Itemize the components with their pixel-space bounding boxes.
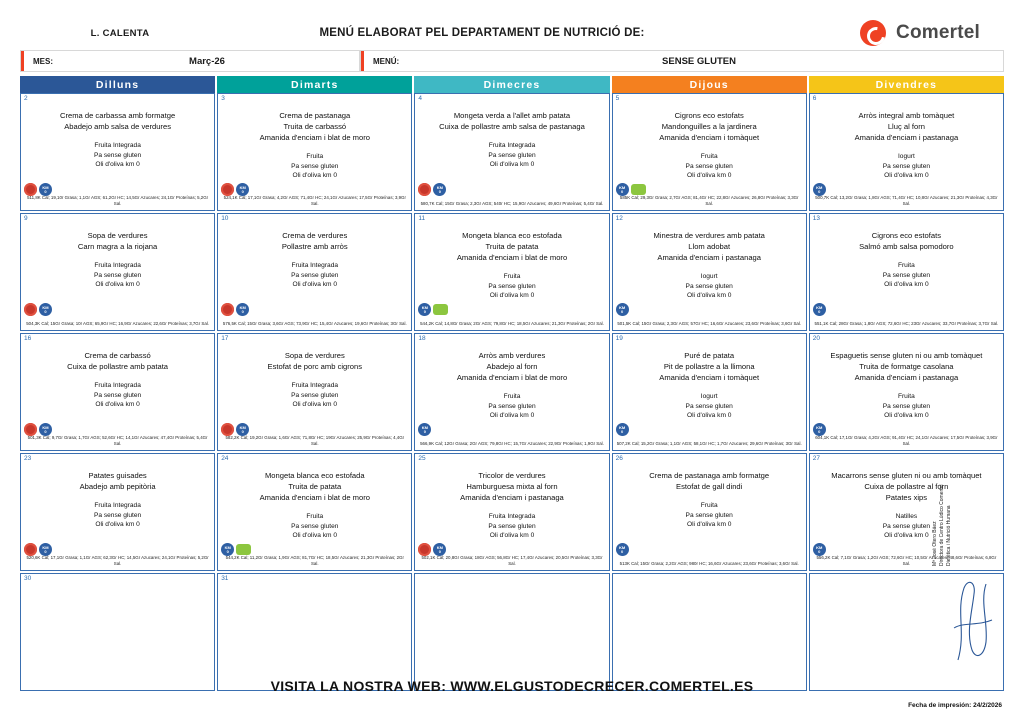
km0-badge-icon: KM 0 <box>418 303 431 316</box>
side-line: Oli d'oliva km 0 <box>489 532 535 539</box>
menu-day-cell <box>809 213 1004 331</box>
dish-line: Minestra de verdures amb patata <box>653 231 765 240</box>
side-line: Pa sense gluten <box>882 402 931 410</box>
side-line: Oli d'oliva km 0 <box>686 521 732 528</box>
km0-tomato-icon <box>221 303 234 316</box>
dish-line: Macarrons sense gluten ni ou amb tomàquet <box>831 471 982 480</box>
dish-list <box>814 470 999 503</box>
weekday-header-1: Dilluns <box>20 76 215 93</box>
info-bar <box>20 50 1004 72</box>
side-list <box>617 392 802 421</box>
side-line: Fruita <box>503 273 521 280</box>
nutrition-info: 544,2K Cal; 14,8Gr Grasa; 2Gr AGS; 79,8Gr HC; 18,5Gr Azucares; 21,3Gr Proteínas; 2Gr Sal. <box>420 321 604 326</box>
dish-line: Cuixa de pollastre al forn <box>864 482 949 491</box>
side-line: Oli d'oliva km 0 <box>686 292 732 299</box>
menu-day-cell <box>217 93 412 211</box>
day-number: 10 <box>221 215 229 222</box>
dish-list <box>419 350 604 383</box>
nutrition-info: 520,6K Cal; 17,1Gr Grasa; 1,1Gr AGS; 62,3Gr HC; 14,5Gr Azucares; 24,1Gr Proteínas; 5,2Gr Sal. <box>26 555 209 566</box>
dish-list <box>222 230 407 252</box>
day-number: 23 <box>24 455 32 462</box>
day-number: 24 <box>221 455 229 462</box>
dish-line: Truita de carbassó <box>283 122 347 131</box>
side-line: Pa sense gluten <box>882 522 931 530</box>
side-list <box>222 152 407 181</box>
dish-line: Amanida d'enciam i pastanaga <box>460 493 564 502</box>
month-field <box>20 50 360 72</box>
dish-line: Abadejo amb pepitòria <box>79 482 156 491</box>
km0-badge-icon: KM 0 <box>236 423 249 436</box>
km0-badge-icon: KM 0 <box>39 183 52 196</box>
day-number: 17 <box>221 335 229 342</box>
dish-line: Tricolor de verdures <box>478 471 546 480</box>
nutrition-info: 524,1K Cal; 17,1Gr Grasa; 4,2Gr AGS; 71,4Gr HC; 24,1Gr Azucares; 17,5Gr Proteínas; 3,9Gr Sal. <box>223 195 406 206</box>
page-title: MENÚ ELABORAT PEL DEPARTAMENT DE NUTRICIÓ DE: <box>319 27 645 39</box>
dish-line: Lluç al forn <box>887 122 925 131</box>
empty-day-cell <box>414 573 609 691</box>
calendar-grid <box>20 93 1004 691</box>
dish-list <box>419 470 604 503</box>
menu-day-cell <box>414 333 609 451</box>
km0-badge-icon: KM 0 <box>433 543 446 556</box>
dish-line: Estofat de porc amb cigrons <box>267 362 363 371</box>
badge-group <box>24 303 52 316</box>
dish-list <box>25 350 210 372</box>
dish-line: Hamburguesa mixta al forn <box>466 482 558 491</box>
menu-day-cell <box>414 213 609 331</box>
side-line: Pa sense gluten <box>93 271 142 279</box>
dish-line: Pollastre amb arròs <box>281 242 348 251</box>
dish-line: Cuixa de pollastre amb salsa de pastanaga <box>439 122 585 131</box>
side-line: Pa sense gluten <box>685 282 733 290</box>
signature-line: Dietética i Nutrició Humana <box>946 505 952 566</box>
dish-line: Crema de pastanaga <box>279 111 351 120</box>
day-number: 26 <box>615 455 623 462</box>
menu-day-cell <box>809 333 1004 451</box>
side-line: Pa sense gluten <box>882 271 931 279</box>
side-line: Oli d'oliva km 0 <box>884 412 929 419</box>
dish-list <box>617 470 802 492</box>
nutrition-info: 513K Cal; 15Gr Grasa; 2,2Gr AGS; 980r HC; 16,6Gr Azucares; 23,6Gr Proteínas; 3,6Gr Sal. <box>619 561 799 566</box>
side-list <box>814 512 999 541</box>
day-number: 3 <box>221 95 225 102</box>
side-line: Pa sense gluten <box>488 151 536 159</box>
badge-group <box>221 303 249 316</box>
weekday-header-row <box>20 76 1004 93</box>
dish-line: Cigrons eco estofats <box>871 231 941 240</box>
side-line: Oli d'oliva km 0 <box>95 281 140 288</box>
dish-line: Truita de patata <box>288 482 342 491</box>
side-line: Iogurt <box>700 393 718 400</box>
side-list <box>222 512 407 541</box>
dish-line: Truita de patata <box>485 242 539 251</box>
dish-line: Amanida d'enciam i tomàquet <box>659 373 760 382</box>
menu-day-cell <box>217 453 412 571</box>
dish-line: Amanida d'enciam i blat de moro <box>456 373 568 382</box>
side-line: Natilles <box>895 513 918 520</box>
side-line: Pa sense gluten <box>291 522 339 530</box>
side-line: Oli d'oliva km 0 <box>884 281 929 288</box>
month-value: Març-26 <box>189 55 225 67</box>
km0-badge-icon: KM 0 <box>616 543 629 556</box>
side-line: Fruita <box>306 153 324 160</box>
weekday-header-3: Dimecres <box>414 76 609 93</box>
km0-tomato-icon <box>418 183 431 196</box>
side-list <box>419 512 604 541</box>
dish-line: Estofat de gall dindi <box>676 482 743 491</box>
weekday-header-2: Dimarts <box>217 76 412 93</box>
menu-day-cell <box>809 453 1004 571</box>
side-list <box>617 501 802 530</box>
day-number: 11 <box>418 215 426 222</box>
dish-line: Abadejo amb salsa de verdures <box>64 122 171 131</box>
side-line: Iogurt <box>700 273 718 280</box>
menu-day-cell <box>20 213 215 331</box>
badge-group <box>813 303 826 316</box>
side-list <box>222 381 407 410</box>
menu-day-cell <box>414 93 609 211</box>
signature-line: Directora de Centro Lúdico Comertel <box>939 484 945 566</box>
side-line: Oli d'oliva km 0 <box>95 161 140 168</box>
day-number: 5 <box>615 95 620 102</box>
side-line: Fruita Integrada <box>94 502 141 509</box>
side-list <box>25 141 210 170</box>
menu-day-cell <box>217 333 412 451</box>
side-list <box>814 152 999 181</box>
dish-line: Amanida d'enciam i tomàquet <box>659 133 760 142</box>
side-line: Fruita Integrada <box>94 262 141 269</box>
dish-line: Carn magra a la riojana <box>77 242 158 251</box>
print-date: Fecha de impresión: 24/2/2026 <box>908 702 1002 709</box>
dish-line: Mandonguilles a la jardinera <box>661 122 757 131</box>
menu-day-cell <box>217 213 412 331</box>
side-line: Pa sense gluten <box>291 391 339 399</box>
side-list <box>25 261 210 290</box>
dish-line: Llom adobat <box>688 242 731 251</box>
side-line: Fruita Integrada <box>488 513 536 520</box>
dish-line: Amanida d'enciam i blat de moro <box>456 253 568 262</box>
menu-day-cell <box>20 453 215 571</box>
side-line: Pa sense gluten <box>685 511 733 519</box>
dish-line: Amanida d'enciam i blat de moro <box>259 133 370 142</box>
dish-line: Crema de verdures <box>282 231 348 240</box>
side-line: Fruita <box>503 393 521 400</box>
menu-day-cell <box>809 93 1004 211</box>
badge-group <box>616 423 629 436</box>
menu-day-cell <box>612 213 807 331</box>
side-line: Pa sense gluten <box>93 151 142 159</box>
menu-day-cell <box>20 333 215 451</box>
side-list <box>25 501 210 530</box>
dish-list <box>25 470 210 492</box>
side-line: Oli d'oliva km 0 <box>95 401 140 408</box>
menu-day-cell <box>612 333 807 451</box>
dish-line: Espaguetis sense gluten ni ou amb tomàquet <box>830 351 983 360</box>
dish-line: Pit de pollastre a la llimona <box>663 362 755 371</box>
day-number: 12 <box>615 215 623 222</box>
side-line: Fruita Integrada <box>291 262 339 269</box>
dish-line: Mongeta blanca eco estofada <box>462 231 562 240</box>
nutrition-info: 556,2K Cal; 7,1Gr Grasa; 1,2Gr AGS; 72,6Gr HC; 10,5Gr Azucares; 48,6Gr Proteínas; 6,8Gr Sal. <box>816 555 997 566</box>
km0-badge-icon: KM 0 <box>418 423 431 436</box>
dish-list <box>617 110 802 143</box>
day-number: 20 <box>812 335 821 342</box>
dish-line: Cuixa de pollastre amb patata <box>67 362 169 371</box>
side-line: Oli d'oliva km 0 <box>884 172 929 179</box>
signature-scribble-icon <box>950 572 996 668</box>
empty-day-cell <box>20 573 215 691</box>
side-line: Pa sense gluten <box>291 271 339 279</box>
nutrition-info: 580,7K Cal; 15Gr Grasa; 2,3Gr AGS; 540r HC; 15,9Gr Azucares; 49,6Gr Proteínas; 5,4Gr Sal. <box>420 201 604 206</box>
comertel-logo-icon <box>860 20 886 46</box>
km0-badge-icon: KM 0 <box>616 183 629 196</box>
side-line: Oli d'oliva km 0 <box>686 412 732 419</box>
side-list <box>617 272 802 301</box>
day-number: 25 <box>418 455 426 462</box>
badge-group <box>418 183 446 196</box>
empty-day-cell <box>612 573 807 691</box>
dish-list <box>617 230 802 263</box>
dish-line: Mongeta verda a l'allet amb patata <box>453 111 571 120</box>
document-header <box>20 18 1004 48</box>
menu-day-cell <box>612 93 807 211</box>
nutrition-info: 502,1K Cal; 20,8Gr Grasa; 18Gr AGS; 56,8Gr HC; 17,4Gr Azucares; 20,5Gr Proteínas; 3,3Gr Sal. <box>421 555 603 566</box>
signature-block <box>932 484 1002 676</box>
empty-day-cell <box>217 573 412 691</box>
dish-line: Patates guisades <box>88 471 147 480</box>
day-number: 30 <box>24 575 32 582</box>
side-line: Pa sense gluten <box>685 402 733 410</box>
nutrition-info: 504,3K Cal; 15Gr Grasa; 10r AGS; 65,9Gr HC; 16,9Gr Azucares; 22,6Gr Proteínas; 3,7Gr Sal. <box>26 321 209 326</box>
nutrition-info: 585K Cal; 29,3Gr Grasa; 2,7Gr AGS; 81,4Gr HC; 22,8Gr Azucares; 26,8Gr Proteínas; 3,3Gr Sal. <box>619 195 799 206</box>
dish-line: Amanida d'enciam i pastanaga <box>854 373 959 382</box>
km0-badge-icon: KM 0 <box>221 543 234 556</box>
km0-badge-icon: KM 0 <box>433 183 446 196</box>
day-number: 19 <box>615 335 623 342</box>
km0-badge-icon: KM 0 <box>616 423 629 436</box>
dish-line: Cigrons eco estofats <box>674 111 744 120</box>
weekday-header-5: Divendres <box>809 76 1004 93</box>
km0-badge-icon: KM 0 <box>813 183 826 196</box>
gluten-free-badge-icon <box>631 184 646 195</box>
nutrition-info: 511,8K Cal; 19,10r Grasa; 1,1Gr AGS; 61,2Gr HC; 14,5Gr Azucares; 24,1Gr Proteínas; 5,2Gr Sal. <box>27 195 209 206</box>
side-list <box>25 381 210 410</box>
km0-tomato-icon <box>24 303 37 316</box>
badge-group <box>616 543 629 556</box>
dish-list <box>419 230 604 263</box>
dish-list <box>419 110 604 132</box>
side-list <box>419 392 604 421</box>
side-line: Pa sense gluten <box>488 282 536 290</box>
side-line: Fruita Integrada <box>291 382 339 389</box>
side-line: Pa sense gluten <box>488 402 536 410</box>
side-line: Oli d'oliva km 0 <box>292 401 338 408</box>
gluten-free-badge-icon <box>433 304 448 315</box>
website-footer: VISITA LA NOSTRA WEB: WWW.ELGUSTODECRECER.COMERTEL.ES <box>270 678 754 694</box>
nutrition-info: 501,3K Cal; 9,7Gr Grasa; 1,7Gr AGS; 52,6Gr HC; 14,1Gr Azucares; 47,4Gr Proteínas; 5,4Gr Sal. <box>27 435 208 446</box>
side-line: Fruita <box>700 502 718 509</box>
side-list <box>222 261 407 290</box>
side-line: Pa sense gluten <box>488 522 536 530</box>
month-label: MES: <box>33 56 53 66</box>
dish-line: Salmó amb salsa pomodoro <box>859 242 954 251</box>
dish-line: Sopa de verdures <box>284 351 345 360</box>
side-list <box>814 261 999 290</box>
dish-list <box>222 350 407 372</box>
side-line: Oli d'oliva km 0 <box>95 521 140 528</box>
day-number: 27 <box>812 455 821 462</box>
dish-line: Truita de formatge casolana <box>859 362 954 371</box>
nutrition-info: 582,2K Cal; 19,2Gr Grasa; 1,6Gr AGS; 71,8Gr HC; 19Gr Azucares; 25,9Gr Proteínas; 4,4Gr Sal. <box>225 435 405 446</box>
day-number: 13 <box>812 215 821 222</box>
side-line: Fruita <box>897 393 915 400</box>
menu-value: SENSE GLUTEN <box>662 55 736 67</box>
dish-list <box>222 470 407 503</box>
side-line: Oli d'oliva km 0 <box>292 281 338 288</box>
nutrition-info: 544,2K Cal; 11,2Gr Grasa; 1,9Gr AGS; 81,7Gr HC; 18,5Gr Azucares; 21,3Gr Proteínas; 2Gr Sal. <box>225 555 404 566</box>
side-line: Oli d'oliva km 0 <box>292 532 338 539</box>
side-line: Oli d'oliva km 0 <box>489 292 535 299</box>
side-line: Oli d'oliva km 0 <box>489 412 535 419</box>
side-line: Fruita <box>306 513 324 520</box>
signature-text <box>932 456 953 566</box>
dish-list <box>25 230 210 252</box>
nutrition-info: 604,1K Cal; 17,1Gr Grasa; 4,2Gr AGS; 91,4Gr HC; 24,1Gr Azucares; 17,5Gr Proteínas; 3,9Gr Sal. <box>815 435 998 446</box>
side-line: Oli d'oliva km 0 <box>686 172 732 179</box>
dish-line: Arròs integral amb tomàquet <box>858 111 955 120</box>
badge-group <box>418 423 431 436</box>
dish-line: Arròs amb verdures <box>478 351 546 360</box>
nutrition-info: 551,1K Cal; 28Gr Grasa; 1,8Gr AGS; 72,6Gr HC; 23Gr Azucares; 33,7Gr Proteínas; 3,7Gr Sal. <box>814 321 999 326</box>
menu-day-cell <box>20 93 215 211</box>
weekday-header-4: Dijous <box>612 76 807 93</box>
km0-badge-icon: KM 0 <box>813 423 826 436</box>
side-line: Pa sense gluten <box>93 391 142 399</box>
km0-badge-icon: KM 0 <box>813 303 826 316</box>
side-line: Fruita <box>700 153 718 160</box>
km0-badge-icon: KM 0 <box>616 303 629 316</box>
dish-line: Amanida d'enciam i pastanaga <box>854 133 959 142</box>
nutrition-info: 507,2K Cal; 15,2Gr Grasa; 1,1Gr AGS; 58,1Gr HC; 1,7Gr Azucares; 29,6Gr Proteínas; 3Gr Sal. <box>616 441 802 446</box>
nutrition-info: 576,5K Cal; 15Gr Grasa; 3,6Gr AGS; 73,9Gr HC; 15,4Gr Azucares; 19,6Gr Proteínas; 3Gr Sal. <box>222 321 407 326</box>
gluten-free-badge-icon <box>236 544 251 555</box>
dish-list <box>814 110 999 143</box>
side-line: Fruita <box>897 262 915 269</box>
dish-list <box>25 110 210 132</box>
day-number: 31 <box>221 575 229 582</box>
side-list <box>814 392 999 421</box>
dish-line: Crema de pastanaga amb formatge <box>649 471 770 480</box>
menu-label: MENÚ: <box>373 56 400 66</box>
km0-badge-icon: KM 0 <box>39 543 52 556</box>
side-list <box>617 152 802 181</box>
km0-badge-icon: KM 0 <box>813 543 826 556</box>
km0-badge-icon: KM 0 <box>39 303 52 316</box>
km0-badge-icon: KM 0 <box>236 183 249 196</box>
dish-line: Mongeta blanca eco estofada <box>264 471 365 480</box>
side-line: Pa sense gluten <box>291 162 339 170</box>
dish-line: Crema de carbassó <box>84 351 151 360</box>
side-line: Fruita Integrada <box>94 382 141 389</box>
menu-field <box>360 50 1004 72</box>
dish-list <box>222 110 407 143</box>
dish-list <box>814 230 999 252</box>
side-line: Fruita Integrada <box>94 142 141 149</box>
dish-line: Patates xips <box>885 493 928 502</box>
day-number: 2 <box>24 95 28 102</box>
brand-logo <box>744 20 1004 46</box>
dish-line: Amanida d'enciam i blat de moro <box>259 493 370 502</box>
dish-line: Sopa de verdures <box>87 231 148 240</box>
dish-line: Puré de patata <box>684 351 735 360</box>
side-list <box>419 141 604 170</box>
menu-day-cell <box>612 453 807 571</box>
day-number: 18 <box>418 335 426 342</box>
dish-list <box>814 350 999 383</box>
badge-group <box>418 303 448 316</box>
badge-group <box>616 303 629 316</box>
day-number: 4 <box>418 95 423 102</box>
side-line: Pa sense gluten <box>93 511 142 519</box>
dish-list <box>617 350 802 383</box>
signature-line: Mª José Otero Báez <box>932 521 938 566</box>
km0-badge-icon: KM 0 <box>236 303 249 316</box>
menu-day-cell <box>414 453 609 571</box>
header-left-label: L. CALENTA <box>90 27 150 39</box>
nutrition-info: 500,7K Cal; 13,2Gr Grasa; 1,8Gr AGS; 71,4Gr HC; 10,8Gr Azucares; 21,3Gr Proteínas; 4,3Gr Sal. <box>815 195 998 206</box>
side-line: Oli d'oliva km 0 <box>292 172 338 179</box>
day-number: 6 <box>812 95 817 102</box>
side-line: Iogurt <box>897 153 915 160</box>
nutrition-info: 566,9K Cal; 12Gr Grasa; 2Gr AGS; 79,8Gr HC; 15,7Gr Azucares; 22,9Gr Proteínas; 1,9Gr Sal. <box>420 441 604 446</box>
km0-badge-icon: KM 0 <box>39 423 52 436</box>
side-line: Oli d'oliva km 0 <box>489 161 535 168</box>
side-line: Fruita Integrada <box>488 142 536 149</box>
side-list <box>419 272 604 301</box>
dish-line: Crema de carbassa amb formatge <box>59 111 176 120</box>
brand-name: Comertel <box>896 22 980 43</box>
day-number: 9 <box>24 215 28 222</box>
nutrition-info: 501,5K Cal; 15Gr Grasa; 2,3Gr AGS; 57Gr HC; 16,6Gr Azucares; 23,6Gr Proteínas; 3,6Gr Sal. <box>617 321 802 326</box>
dish-line: Abadejo al forn <box>486 362 538 371</box>
side-line: Oli d'oliva km 0 <box>884 532 929 539</box>
dish-line: Amanida d'enciam i pastanaga <box>657 253 761 262</box>
side-line: Pa sense gluten <box>882 162 931 170</box>
day-number: 16 <box>24 335 32 342</box>
side-line: Pa sense gluten <box>685 162 733 170</box>
